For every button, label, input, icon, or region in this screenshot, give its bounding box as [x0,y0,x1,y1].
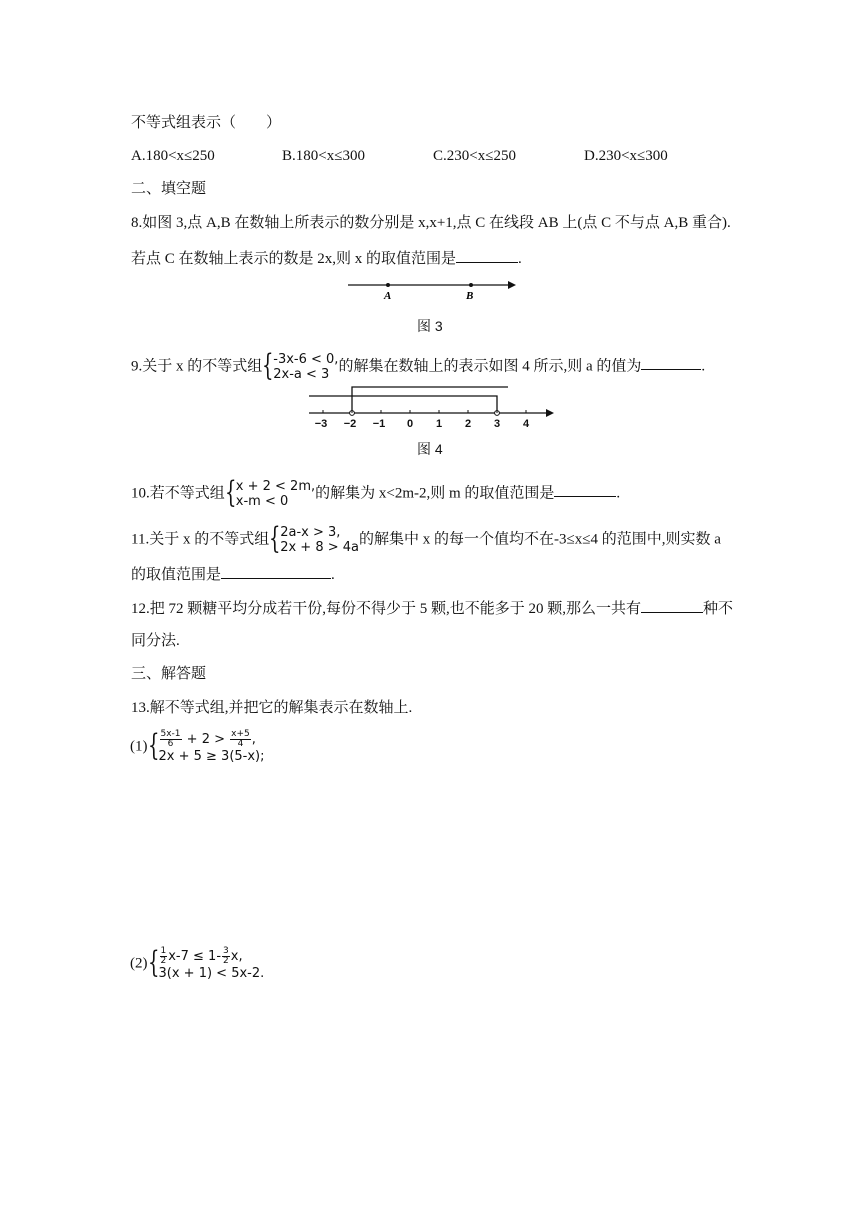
q9-text: 9.关于 x 的不等式组 { -3x-6 < 0, 2x-a < 3 的解集在数轴上的表示如图 4 所示,则 a 的值为 . [131,348,706,383]
section-fill-blank-heading: 二、填空题 [131,181,207,197]
q12-line1: 12.把 72 颗糖平均分成若干份,每份不得少于 5 颗,也不能多于 20 颗,那么一共有 种不 [131,598,733,618]
q13-part2-system: { $\frac{1}{2}$ x-7 ≤ 1- $\frac{3}{2}$ x, 3(x + 1) < 5x-2. [147,945,265,981]
tick-label: 3 [493,418,501,430]
tick-label: −2 [343,418,357,430]
q7-option-c[interactable]: C.230<x≤250 [433,148,516,164]
q11-inequality-system: { 2a-x > 3, 2x + 8 > 4a [269,521,359,556]
tick-label: 2 [464,418,472,430]
q10-text: 10.若不等式组 { x + 2 < 2m, x-m < 0 的解集为 x<2m-2,则 m 的取值范围是 . [131,475,621,510]
q11-line1: 11.关于 x 的不等式组 { 2a-x > 3, 2x + 8 > 4a 的解集中 x 的每一个值均不在-3≤x≤4 的范围中,则实数 a [131,521,721,556]
figure-4-caption: 图 4 [417,441,443,457]
figure-3-caption: 图 3 [417,318,443,334]
point-b [469,283,473,287]
q9-answer-blank[interactable] [641,355,701,370]
q10-inequality-system: { x + 2 < 2m, x-m < 0 [224,475,316,510]
q7-option-b[interactable]: B.180<x≤300 [282,148,365,164]
q12-answer-blank[interactable] [641,598,703,613]
q8-answer-blank[interactable] [456,248,518,263]
figure-4-number-line [306,384,556,430]
q13-part2: (2) { $\frac{1}{2}$ x-7 ≤ 1- $\frac{3}{2}$ x, 3(x + 1) < 5x-2. [130,945,265,981]
point-a [386,283,390,287]
q11-answer-blank[interactable] [221,564,331,579]
label-b: B [466,290,474,302]
q7-option-d[interactable]: D.230<x≤300 [584,148,668,164]
tick-label: 4 [522,418,530,430]
q8-line1: 8.如图 3,点 A,B 在数轴上所表示的数分别是 x,x+1,点 C 在线段 AB 上(点 C 不与点 A,B 重合). [131,215,731,231]
tick-label: −1 [372,418,386,430]
q13-stem: 13.解不等式组,并把它的解集表示在数轴上. [131,700,413,716]
tick-label: 0 [406,418,414,430]
figure-3-number-line [345,276,520,300]
q7-tail: 不等式组表示（ ） [131,115,282,131]
q8-line2: 若点 C 在数轴上表示的数是 2x,则 x 的取值范围是 . [131,248,522,268]
q12-line2: 同分法. [131,633,180,649]
q10-answer-blank[interactable] [554,482,616,497]
q13-part1-system: { $\frac{5x-1}{6}$ + 2 > $\frac{x+5}{4}$ , 2x + 5 ≥ 3(5-x); [147,728,265,764]
q13-part1: (1) { $\frac{5x-1}{6}$ + 2 > $\frac{x+5}{4}$ , 2x + 5 ≥ 3(5-x); [130,728,265,764]
q11-line2: 的取值范围是 . [131,564,335,584]
section-solve-heading: 三、解答题 [131,666,207,682]
q9-inequality-system: { -3x-6 < 0, 2x-a < 3 [262,348,339,383]
tick-label: −3 [314,418,328,430]
label-a: A [384,290,392,302]
tick-label: 1 [435,418,443,430]
q7-option-a[interactable]: A.180<x≤250 [131,148,215,164]
